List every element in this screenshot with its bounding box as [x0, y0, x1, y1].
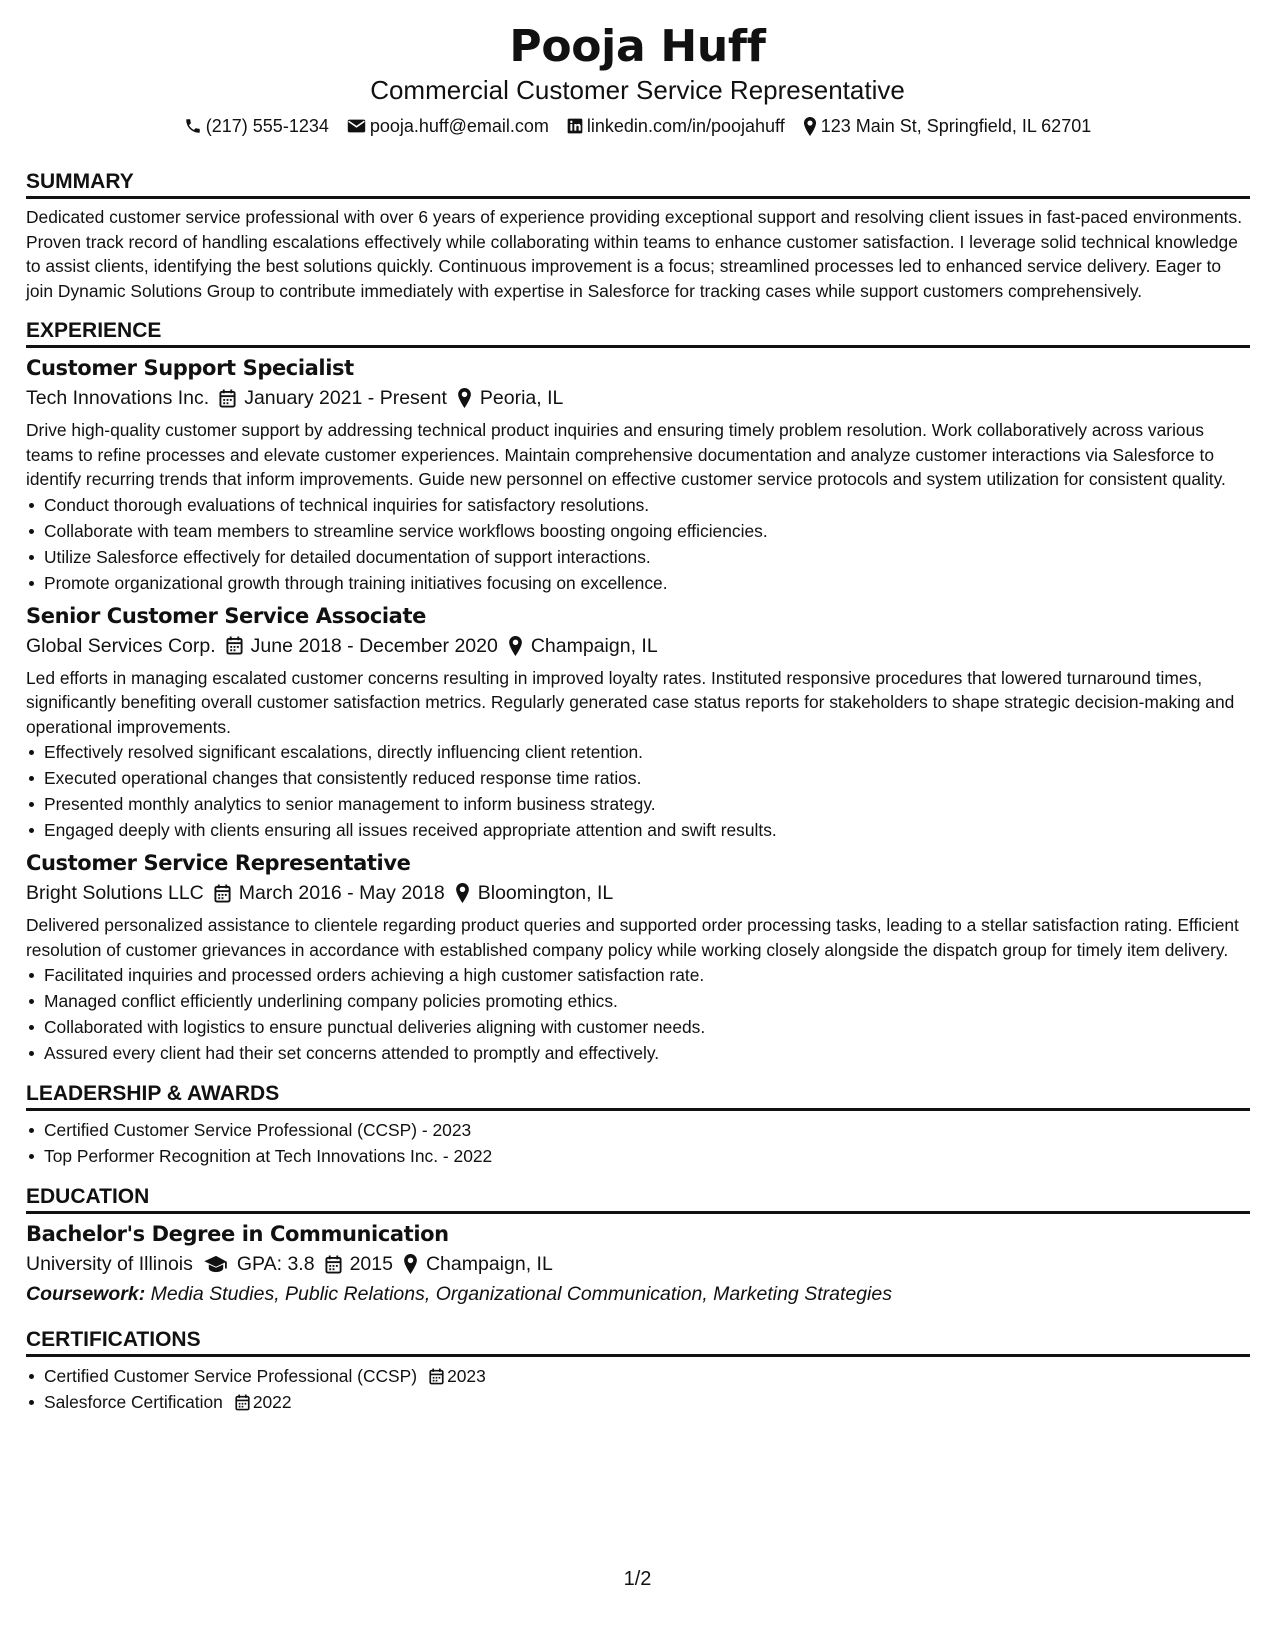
location-text: Champaign, IL — [425, 1253, 553, 1275]
job-dates — [219, 384, 447, 412]
job-title: Customer Support Specialist — [26, 356, 354, 380]
job-description: Drive high-quality customer support by addressing technical product inquiries and ensuring timely problem resolution. Work collaboratively across various teams to refine processes and elevate customer experiences. Maintain comprehensive documentation and analyze customer interactions via Salesforce to identify recurring trends that inform improvements. Guide new personnel on effective customer service protocols and system utilization for consistent quality. — [26, 420, 1226, 489]
experience-section — [26, 317, 1250, 1066]
job-description: Delivered personalized assistance to clientele regarding product queries and supported order processing tasks, leading to a stellar satisfaction rating. Efficient resolution of customer grievances in accordance with established company policy while working closely alongside the dispatch group for timely item delivery. — [26, 915, 1239, 960]
job-bullets — [26, 739, 1250, 843]
phone-icon — [184, 117, 202, 135]
coursework — [26, 1280, 1250, 1308]
calendar-icon — [219, 389, 236, 408]
job-description: Led efforts in managing escalated customer concerns resulting in improved loyalty rates. Instituted responsive procedures that lowered turnaround times, significantly benefiting overall customer satisfaction metrics. Regularly generated case status reports for stakeholders to shape strategic decision-making and operational improvements. — [26, 667, 1235, 737]
list-item: Engaged deeply with clients ensuring all issues received appropriate attention and swift results. — [44, 817, 1250, 843]
certifications-list — [26, 1363, 1250, 1415]
job-location-text: Champaign, IL — [530, 634, 658, 657]
list-item: Conduct thorough evaluations of technical inquiries for satisfactory resolutions. — [44, 492, 1250, 518]
list-item: Collaborated with logistics to ensure punctual deliveries aligning with customer needs. — [44, 1014, 1250, 1040]
leadership-section — [26, 1080, 1250, 1169]
gpa-text: GPA: 3.8 — [236, 1253, 315, 1275]
coursework-label: Coursework: — [26, 1283, 146, 1305]
job-bullets — [26, 962, 1250, 1066]
calendar-icon — [226, 636, 243, 655]
job-meta — [26, 632, 1250, 660]
education-meta — [26, 1250, 1250, 1278]
degree-title: Bachelor's Degree in Communication — [26, 1222, 449, 1246]
job-bullets — [26, 492, 1250, 596]
job-location-text: Peoria, IL — [479, 387, 564, 409]
job-entry — [26, 602, 1250, 844]
contact-linkedin[interactable] — [567, 114, 785, 138]
job-title: Senior Customer Service Associate — [26, 603, 426, 628]
section-title-summary: SUMMARY — [26, 168, 1250, 199]
list-item: Executed operational changes that consistently reduced response time ratios. — [44, 765, 1250, 791]
list-item: Utilize Salesforce effectively for detailed documentation of support interactions. — [44, 544, 1250, 570]
list-item: Promote organizational growth through training initiatives focusing on excellence. — [44, 570, 1250, 596]
linkedin-icon — [567, 118, 583, 134]
resume-body — [26, 168, 1250, 1425]
education-gpa — [203, 1250, 315, 1278]
job-dates — [214, 879, 445, 907]
job-location — [508, 632, 658, 660]
year-text: 2015 — [349, 1253, 393, 1275]
coursework-text: Media Studies, Public Relations, Organizational Communication, Marketing Strategies — [150, 1283, 892, 1305]
list-item: Top Performer Recognition at Tech Innovations Inc. - 2022 — [44, 1143, 1250, 1169]
envelope-icon — [347, 118, 366, 134]
list-item — [44, 1389, 1250, 1415]
section-title-education: EDUCATION — [26, 1183, 1250, 1214]
section-title-experience: EXPERIENCE — [26, 317, 1250, 348]
summary-text: Dedicated customer service professional with over 6 years of experience providing exceptional support and resolving client issues in fast-paced environments. Proven track record of handling escalations effectively while collaborating within teams to enhance customer satisfaction. I leverage solid technical knowledge to assist clients, identifying the best solutions quickly. Continuous improvement is a focus; streamlined processes led to enhanced service delivery. Eager to join Dynamic Solutions Group to contribute immediately with expertise in Salesforce for tracking cases while support customers comprehensively. — [26, 207, 1243, 301]
cert-date — [235, 1389, 292, 1415]
map-pin-icon — [508, 636, 523, 656]
phone-text: (217) 555-1234 — [205, 116, 329, 136]
job-location-text: Bloomington, IL — [477, 882, 614, 904]
job-company: Tech Innovations Inc. — [26, 387, 210, 409]
cert-name: Salesforce Certification — [44, 1392, 223, 1412]
graduation-cap-icon — [203, 1255, 229, 1273]
list-item: Certified Customer Service Professional (CCSP) - 2023 — [44, 1117, 1250, 1143]
job-company: Bright Solutions LLC — [26, 882, 204, 904]
school-name: University of Illinois — [26, 1253, 193, 1275]
calendar-icon — [235, 1394, 250, 1411]
candidate-headline: Commercial Customer Service Representative — [370, 75, 905, 105]
map-pin-icon — [803, 117, 817, 136]
certifications-section — [26, 1326, 1250, 1415]
calendar-icon — [429, 1368, 444, 1385]
contact-bar — [0, 114, 1275, 138]
email-text[interactable]: pooja.huff@email.com — [369, 116, 549, 136]
cert-entry — [44, 1363, 486, 1389]
job-entry — [26, 354, 1250, 596]
section-title-leadership: LEADERSHIP & AWARDS — [26, 1080, 1250, 1111]
map-pin-icon — [455, 883, 470, 903]
address-text: 123 Main St, Springfield, IL 62701 — [820, 116, 1092, 136]
job-location — [457, 384, 563, 412]
job-meta — [26, 879, 1250, 907]
contact-email[interactable] — [347, 114, 549, 138]
education-section — [26, 1183, 1250, 1308]
job-title: Customer Service Representative — [26, 851, 411, 875]
job-entry — [26, 849, 1250, 1066]
list-item: Effectively resolved significant escalations, directly influencing client retention. — [44, 739, 1250, 765]
list-item: Facilitated inquiries and processed orders achieving a high customer satisfaction rate. — [44, 962, 1250, 988]
calendar-icon — [325, 1255, 342, 1274]
leadership-list — [26, 1117, 1250, 1169]
map-pin-icon — [403, 1254, 418, 1274]
job-location — [455, 879, 614, 907]
education-location — [403, 1250, 553, 1278]
list-item: Collaborate with team members to streamline service workflows boosting ongoing efficiencies. — [44, 518, 1250, 544]
job-company: Global Services Corp. — [26, 634, 216, 657]
list-item: Assured every client had their set concerns attended to promptly and effectively. — [44, 1040, 1250, 1066]
job-dates — [226, 632, 498, 660]
job-meta — [26, 384, 1250, 412]
job-dates-text: March 2016 - May 2018 — [238, 882, 445, 904]
cert-date — [429, 1363, 486, 1389]
education-year — [325, 1250, 393, 1278]
calendar-icon — [214, 884, 231, 903]
contact-address — [803, 114, 1092, 138]
map-pin-icon — [457, 388, 472, 408]
list-item — [44, 1363, 1250, 1389]
cert-name: Certified Customer Service Professional (CCSP) — [44, 1366, 418, 1386]
job-dates-text: January 2021 - Present — [244, 387, 447, 409]
resume-header — [0, 20, 1275, 138]
cert-year: 2023 — [447, 1366, 486, 1386]
cert-year: 2022 — [252, 1392, 292, 1412]
candidate-name: Pooja Huff — [509, 21, 766, 72]
linkedin-text[interactable]: linkedin.com/in/poojahuff — [586, 116, 785, 136]
summary-section — [26, 168, 1250, 303]
contact-phone — [184, 114, 329, 138]
section-title-certifications: CERTIFICATIONS — [26, 1326, 1250, 1357]
job-dates-text: June 2018 - December 2020 — [250, 634, 498, 657]
list-item: Managed conflict efficiently underlining company policies promoting ethics. — [44, 988, 1250, 1014]
page-number: 1/2 — [623, 1568, 652, 1590]
cert-entry — [44, 1389, 292, 1415]
list-item: Presented monthly analytics to senior management to inform business strategy. — [44, 791, 1250, 817]
